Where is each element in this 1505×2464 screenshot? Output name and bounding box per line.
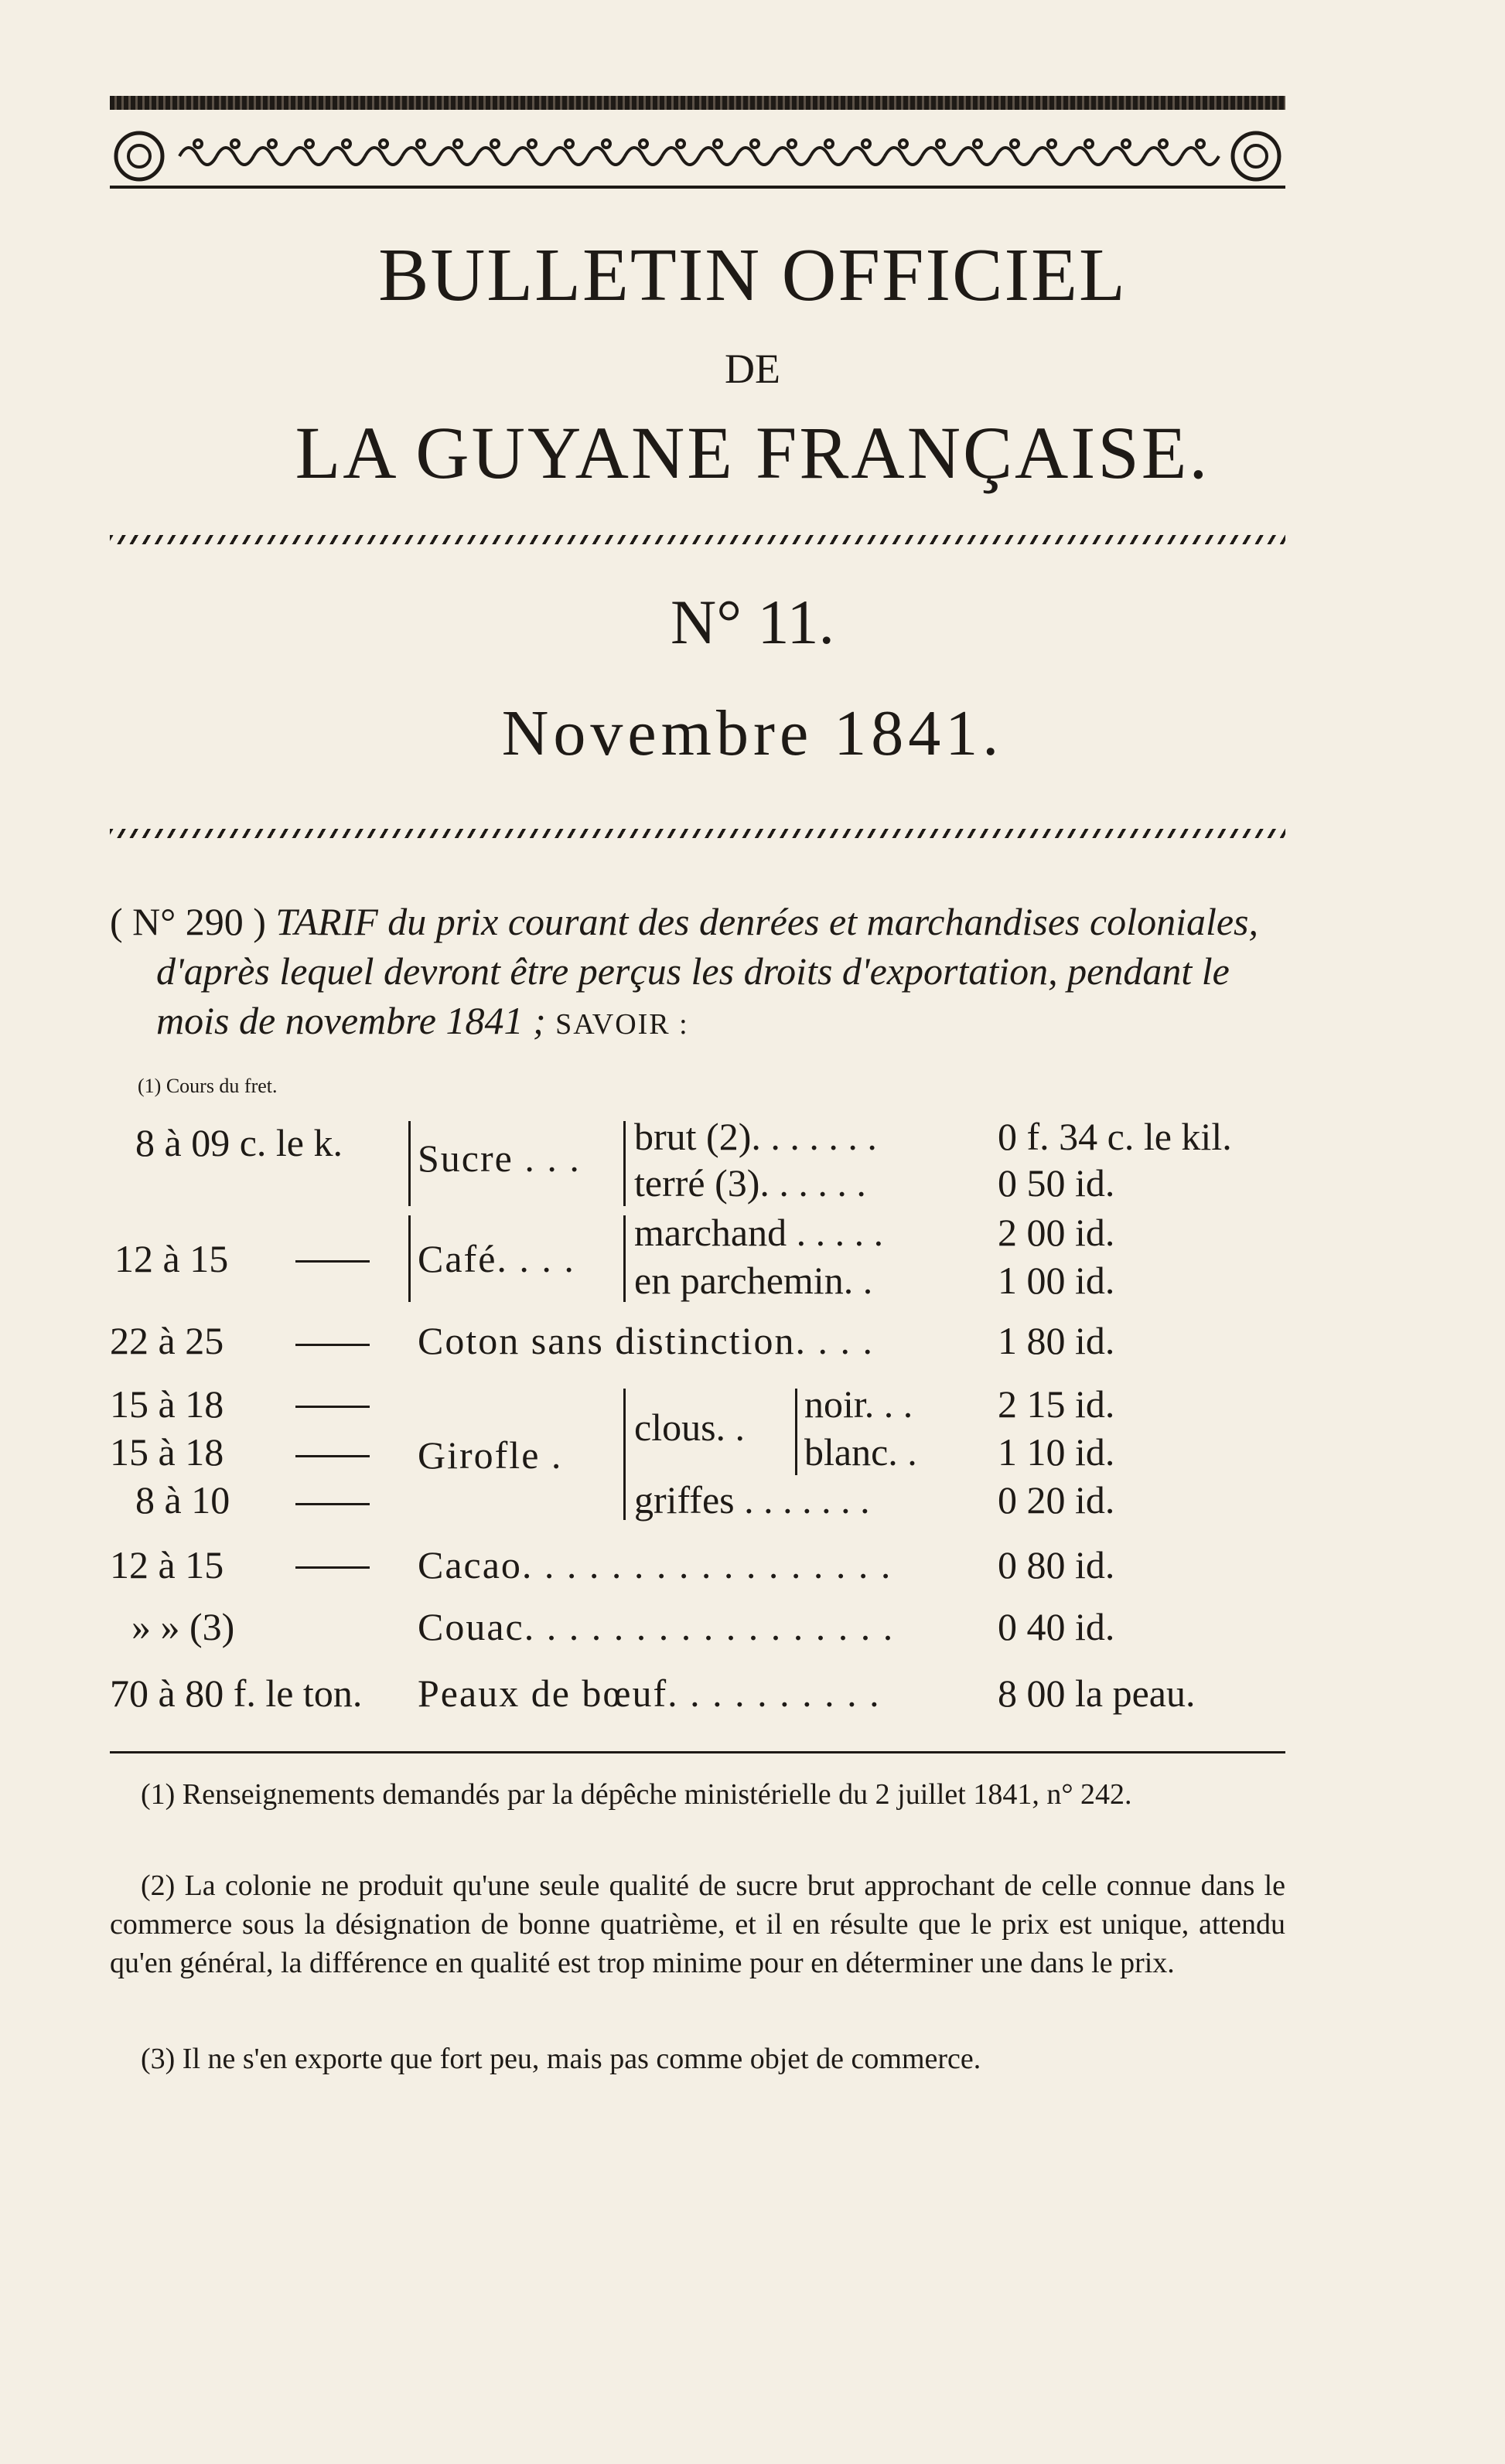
header-border-band — [110, 96, 1285, 110]
fret-cell: 8 à 09 c. le k. — [135, 1121, 343, 1164]
product-name: Couac. . . . . . . . . . . . . . . . . — [418, 1605, 895, 1648]
fret-cell: 12 à 15 — [114, 1237, 229, 1280]
ornament-icon — [110, 127, 1285, 186]
brace — [623, 1215, 626, 1302]
footnote-2-text: (2) La colonie ne produit qu'une seule qualité de sucre brut approchant de celle connue dans le commerce sous la désignation de bonne quatrième, et il en résulte que le prix est unique, attendu qu'en général, la différence en qualité est trop minime pour en déterminer une dans le prix. — [110, 1869, 1285, 1979]
product-name: Peaux de bœuf. . . . . . . . . . — [418, 1672, 881, 1715]
dash — [295, 1406, 370, 1408]
price-cell: 1 10 id. — [998, 1430, 1115, 1474]
brace — [408, 1121, 411, 1206]
intro-savoir: SAVOIR : — [555, 1008, 689, 1041]
brace — [408, 1215, 411, 1302]
title-line-3: LA GUYANE FRANÇAISE. — [295, 411, 1210, 494]
footnote-2 — [110, 1866, 1285, 1982]
footnote-rule — [110, 1751, 1285, 1753]
title-line-1: BULLETIN OFFICIEL — [378, 233, 1127, 317]
intro-number: ( N° 290 ) — [110, 900, 266, 943]
price-cell: 0 50 id. — [998, 1161, 1115, 1205]
price-cell: 0 20 id. — [998, 1478, 1115, 1522]
dash — [295, 1455, 370, 1457]
fret-cell: » » (3) — [131, 1605, 235, 1648]
sub-product: en parchemin. . — [634, 1259, 873, 1302]
price-cell: 0 f. 34 c. le kil. — [998, 1115, 1232, 1158]
product-name: Café. . . . — [418, 1237, 575, 1280]
footnote-1-text: (1) Renseignements demandés par la dépêche ministérielle du 2 juillet 1841, n° 242. — [141, 1778, 1132, 1811]
intro-text: TARIF du prix courant des denrées et marchandises coloniales, d'après lequel devront être perçus les droits d'exportation, pendant le mois de novembre 1841 ; — [156, 900, 1259, 1042]
price-cell: 0 40 id. — [998, 1605, 1115, 1648]
clous-label: clous. . — [634, 1406, 746, 1449]
price-cell: 8 00 la peau. — [998, 1672, 1196, 1715]
fret-cell: 15 à 18 — [110, 1382, 224, 1426]
title-line-2: DE — [725, 346, 780, 392]
footnote-3-text: (3) Il ne s'en exporte que fort peu, mais pas comme objet de commerce. — [141, 2043, 981, 2075]
footnote-1 — [110, 1775, 1285, 1814]
tariff-intro — [110, 897, 1285, 1049]
price-cell: 1 80 id. — [998, 1319, 1115, 1362]
sub-product: noir. . . — [804, 1382, 913, 1426]
fret-cell: 8 à 10 — [135, 1478, 230, 1522]
fret-cell: 22 à 25 — [110, 1319, 224, 1362]
price-cell: 2 15 id. — [998, 1382, 1115, 1426]
fret-cell: 15 à 18 — [110, 1430, 224, 1474]
issue-month: Novembre 1841. — [501, 697, 1004, 769]
product-name: Sucre . . . — [418, 1137, 581, 1180]
wavy-divider — [110, 829, 1285, 838]
sub-product: blanc. . — [804, 1430, 917, 1474]
sub-product: terré (3). . . . . . — [634, 1161, 866, 1205]
price-cell: 2 00 id. — [998, 1211, 1115, 1254]
fret-cell: 12 à 15 — [110, 1543, 224, 1586]
header-ornament — [110, 127, 1285, 189]
price-cell: 0 80 id. — [998, 1543, 1115, 1586]
dash — [295, 1260, 370, 1263]
product-name: Cacao. . . . . . . . . . . . . . . . . — [418, 1543, 892, 1586]
issue-number: N° 11. — [671, 587, 834, 657]
product-name: Girofle . — [418, 1433, 563, 1477]
price-cell: 1 00 id. — [998, 1259, 1115, 1302]
fret-cell: 70 à 80 f. le ton. — [110, 1672, 363, 1715]
brace — [795, 1389, 797, 1475]
sub-product: brut (2). . . . . . . — [634, 1115, 877, 1158]
brace — [623, 1389, 626, 1520]
footnote-3 — [110, 2040, 1285, 2078]
sub-product: griffes . . . . . . . — [634, 1478, 870, 1522]
fret-note: (1) Cours du fret. — [138, 1075, 278, 1097]
dash — [295, 1566, 370, 1569]
wavy-divider — [110, 535, 1285, 544]
product-name: Coton sans distinction. . . . — [418, 1319, 874, 1362]
brace — [623, 1121, 626, 1206]
dash — [295, 1503, 370, 1505]
sub-product: marchand . . . . . — [634, 1211, 884, 1254]
dash — [295, 1344, 370, 1346]
